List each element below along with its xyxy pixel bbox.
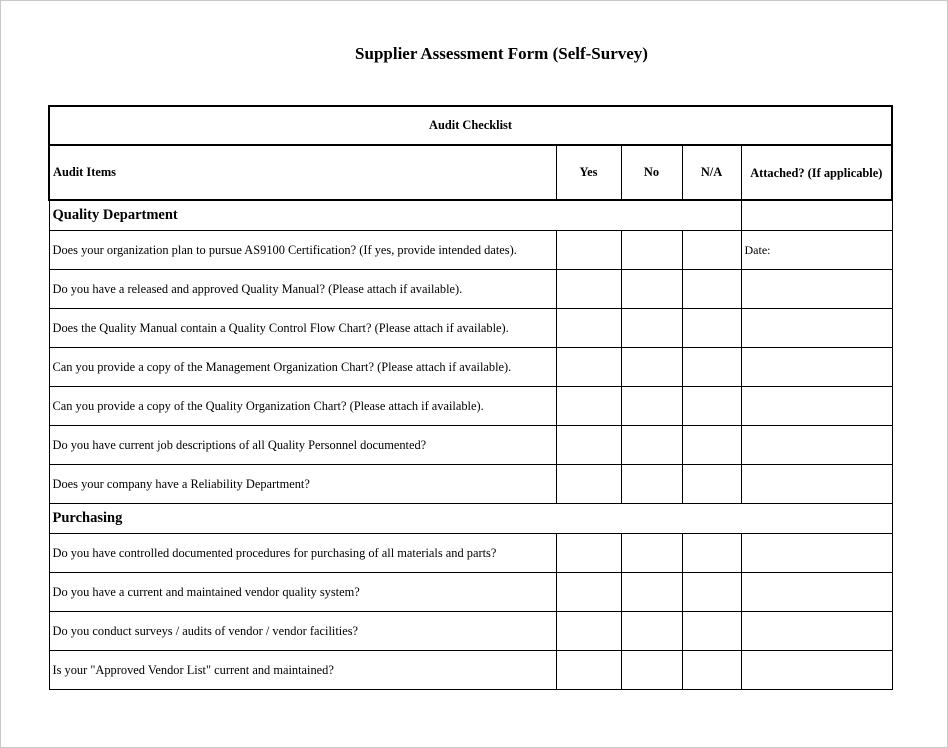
attached-cell[interactable] (741, 270, 892, 309)
table-row (49, 534, 892, 573)
yes-answer-cell[interactable] (556, 465, 621, 504)
no-answer-cell[interactable] (621, 573, 682, 612)
yes-answer-cell[interactable] (556, 348, 621, 387)
yes-answer-cell[interactable] (556, 612, 621, 651)
header-yes: Yes (556, 145, 621, 200)
na-answer-cell[interactable] (682, 534, 741, 573)
checklist-banner: Audit Checklist (49, 106, 892, 145)
no-answer-cell[interactable] (621, 426, 682, 465)
audit-question: Does your company have a Reliability Department? (49, 465, 556, 504)
table-row (49, 465, 892, 504)
table-row (49, 270, 892, 309)
audit-question: Do you have controlled documented procedures for purchasing of all materials and parts? (49, 534, 556, 573)
audit-question: Do you have current job descriptions of all Quality Personnel documented? (49, 426, 556, 465)
na-answer-cell[interactable] (682, 309, 741, 348)
table-row (49, 387, 892, 426)
attached-cell[interactable] (741, 309, 892, 348)
audit-question: Can you provide a copy of the Management Organization Chart? (Please attach if available). (49, 348, 556, 387)
yes-answer-cell[interactable] (556, 309, 621, 348)
audit-question: Does the Quality Manual contain a Quality Control Flow Chart? (Please attach if available). (49, 309, 556, 348)
audit-checklist-table (48, 105, 893, 690)
attached-cell[interactable] (741, 612, 892, 651)
na-answer-cell[interactable] (682, 573, 741, 612)
yes-answer-cell[interactable] (556, 651, 621, 690)
no-answer-cell[interactable] (621, 465, 682, 504)
no-answer-cell[interactable] (621, 231, 682, 270)
yes-answer-cell[interactable] (556, 426, 621, 465)
attached-cell[interactable] (741, 651, 892, 690)
audit-question: Do you have a current and maintained vendor quality system? (49, 573, 556, 612)
yes-answer-cell[interactable] (556, 270, 621, 309)
table-row (49, 309, 892, 348)
na-answer-cell[interactable] (682, 231, 741, 270)
no-answer-cell[interactable] (621, 651, 682, 690)
na-answer-cell[interactable] (682, 348, 741, 387)
no-answer-cell[interactable] (621, 348, 682, 387)
audit-question: Do you conduct surveys / audits of vendor / vendor facilities? (49, 612, 556, 651)
section-heading: Purchasing (49, 504, 892, 534)
yes-answer-cell[interactable] (556, 534, 621, 573)
table-row (49, 231, 892, 270)
audit-question: Can you provide a copy of the Quality Organization Chart? (Please attach if available). (49, 387, 556, 426)
attached-cell[interactable] (741, 426, 892, 465)
header-attached: Attached? (If applicable) (741, 145, 892, 200)
yes-answer-cell[interactable] (556, 573, 621, 612)
table-row (49, 573, 892, 612)
attached-cell[interactable]: Date: (741, 231, 892, 270)
section-row (49, 200, 892, 231)
header-na: N/A (682, 145, 741, 200)
no-answer-cell[interactable] (621, 270, 682, 309)
no-answer-cell[interactable] (621, 387, 682, 426)
table-row (49, 426, 892, 465)
attached-cell[interactable] (741, 534, 892, 573)
na-answer-cell[interactable] (682, 270, 741, 309)
audit-question: Is your "Approved Vendor List" current and maintained? (49, 651, 556, 690)
attached-cell[interactable] (741, 465, 892, 504)
table-row (49, 348, 892, 387)
no-answer-cell[interactable] (621, 309, 682, 348)
table-row (49, 612, 892, 651)
header-row (49, 145, 892, 200)
section-attached-cell (741, 200, 892, 231)
section-row (49, 504, 892, 534)
yes-answer-cell[interactable] (556, 231, 621, 270)
na-answer-cell[interactable] (682, 612, 741, 651)
audit-question: Does your organization plan to pursue AS9100 Certification? (If yes, provide intended dates). (49, 231, 556, 270)
checklist-banner-row (49, 106, 892, 145)
na-answer-cell[interactable] (682, 426, 741, 465)
attached-cell[interactable] (741, 573, 892, 612)
no-answer-cell[interactable] (621, 534, 682, 573)
na-answer-cell[interactable] (682, 651, 741, 690)
attached-cell[interactable] (741, 348, 892, 387)
header-audit-items: Audit Items (49, 145, 556, 200)
attached-cell[interactable] (741, 387, 892, 426)
header-no: No (621, 145, 682, 200)
audit-question: Do you have a released and approved Quality Manual? (Please attach if available). (49, 270, 556, 309)
na-answer-cell[interactable] (682, 387, 741, 426)
no-answer-cell[interactable] (621, 612, 682, 651)
yes-answer-cell[interactable] (556, 387, 621, 426)
table-row (49, 651, 892, 690)
section-heading: Quality Department (49, 200, 741, 231)
na-answer-cell[interactable] (682, 465, 741, 504)
form-title: Supplier Assessment Form (Self-Survey) (355, 44, 648, 63)
